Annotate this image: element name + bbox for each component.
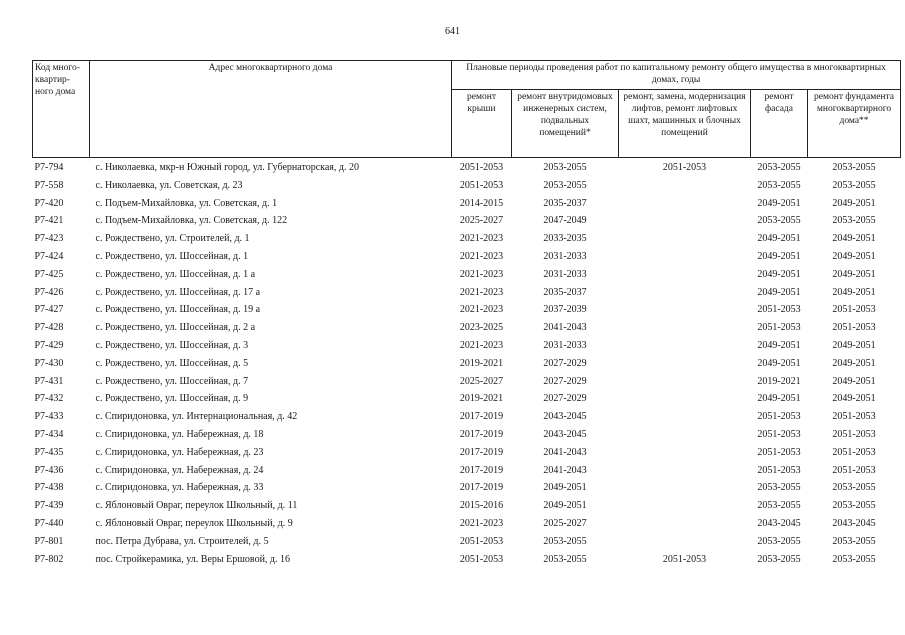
cell-foundation: 2051-2053 [832, 322, 876, 334]
table-row [33, 266, 901, 284]
cell-foundation: 2043-2045 [832, 517, 876, 529]
cell-address: с. Рождествено, ул. Шоссейная, д. 1 а [95, 268, 256, 280]
cell-address: с. Рождествено, ул. Шоссейная, д. 5 [95, 357, 249, 369]
cell-address: с. Рождествено, ул. Шоссейная, д. 3 [95, 339, 249, 351]
cell-code: Р7-424 [34, 250, 64, 262]
cell-foundation: 2051-2053 [832, 428, 876, 440]
cell-roof: 2017-2019 [459, 482, 504, 494]
cell-lifts [619, 373, 751, 391]
table-row [33, 444, 901, 462]
cell-roof: 2051-2053 [459, 162, 504, 173]
header-foundation: ремонт фундамента многоквартирного дома** [808, 90, 901, 158]
cell-foundation: 2053-2055 [832, 215, 876, 227]
cell-roof: 2021-2023 [459, 233, 504, 245]
cell-address: с. Рождествено, ул. Строителей, д. 1 [95, 233, 250, 245]
cell-facade: 2051-2053 [757, 464, 801, 476]
header-systems: ремонт внутридомовых инженерных систем, подвальных помещений* [512, 90, 619, 158]
cell-systems: 2031-2033 [543, 268, 587, 280]
cell-systems: 2043-2045 [543, 428, 587, 440]
table-row [33, 462, 901, 480]
cell-roof: 2021-2023 [459, 517, 504, 529]
cell-address: с. Спиридоновка, ул. Набережная, д. 23 [95, 446, 264, 458]
table-row [33, 284, 901, 302]
header-lifts: ремонт, замена, модернизация лифтов, ремонт лифтовых шахт, машинных и блочных помещений [619, 90, 751, 158]
cell-foundation: 2049-2051 [832, 268, 876, 280]
cell-facade: 2053-2055 [757, 482, 801, 494]
cell-facade: 2051-2053 [757, 304, 801, 316]
cell-code: Р7-558 [34, 179, 64, 191]
cell-lifts [619, 515, 751, 533]
cell-lifts [619, 212, 751, 230]
cell-code: Р7-430 [34, 357, 64, 369]
cell-foundation: 2053-2055 [832, 162, 876, 173]
cell-address: с. Николаевка, ул. Советская, д. 23 [95, 179, 243, 191]
cell-systems: 2053-2055 [543, 535, 587, 547]
cell-code: Р7-794 [34, 162, 64, 173]
table-row [33, 426, 901, 444]
cell-foundation: 2053-2055 [832, 482, 876, 494]
cell-lifts [619, 462, 751, 480]
cell-foundation: 2049-2051 [832, 375, 876, 387]
cell-code: Р7-432 [34, 393, 64, 405]
cell-code: Р7-433 [34, 411, 64, 423]
cell-systems: 2033-2035 [543, 233, 587, 245]
cell-code: Р7-427 [34, 304, 64, 316]
cell-code: Р7-420 [34, 197, 64, 209]
table-row [33, 497, 901, 515]
cell-foundation: 2053-2055 [832, 553, 876, 565]
cell-lifts [619, 479, 751, 497]
cell-address: с. Яблоновый Овраг, переулок Школьный, д. 9 [95, 517, 293, 529]
cell-roof: 2051-2053 [459, 179, 504, 191]
cell-code: Р7-421 [34, 215, 64, 227]
cell-systems: 2025-2027 [543, 517, 587, 529]
cell-roof: 2021-2023 [459, 250, 504, 262]
cell-roof: 2021-2023 [459, 304, 504, 316]
cell-systems: 2047-2049 [543, 215, 587, 227]
table-row [33, 355, 901, 373]
cell-facade: 2049-2051 [757, 357, 801, 369]
cell-facade: 2049-2051 [757, 393, 801, 405]
cell-systems: 2041-2043 [543, 322, 587, 334]
cell-roof: 2051-2053 [459, 535, 504, 547]
cell-systems: 2027-2029 [543, 375, 587, 387]
cell-systems: 2049-2051 [543, 482, 587, 494]
cell-address: с. Спиридоновка, ул. Набережная, д. 18 [95, 428, 264, 440]
table-row [33, 533, 901, 551]
cell-roof: 2019-2021 [459, 393, 504, 405]
cell-code: Р7-438 [34, 482, 64, 494]
cell-facade: 2049-2051 [757, 339, 801, 351]
cell-roof: 2023-2025 [459, 322, 504, 334]
cell-address: с. Рождествено, ул. Шоссейная, д. 9 [95, 393, 249, 405]
table-row [33, 212, 901, 230]
cell-lifts [619, 248, 751, 266]
cell-facade: 2049-2051 [757, 268, 801, 280]
cell-facade: 2043-2045 [757, 517, 801, 529]
cell-foundation: 2051-2053 [832, 464, 876, 476]
cell-code: Р7-425 [34, 268, 64, 280]
cell-address: с. Спиридоновка, ул. Набережная, д. 24 [95, 464, 264, 476]
cell-facade: 2019-2021 [757, 375, 801, 387]
cell-foundation: 2053-2055 [832, 179, 876, 191]
cell-code: Р7-434 [34, 428, 64, 440]
cell-foundation: 2053-2055 [832, 535, 876, 547]
cell-code: Р7-431 [34, 375, 64, 387]
cell-address: пос. Стройкерамика, ул. Веры Ершовой, д. 16 [95, 553, 291, 565]
cell-lifts [619, 337, 751, 355]
table-row [33, 248, 901, 266]
cell-address: с. Яблоновый Овраг, переулок Школьный, д. 11 [95, 500, 298, 512]
cell-systems: 2041-2043 [543, 446, 587, 458]
cell-code: Р7-426 [34, 286, 64, 298]
cell-foundation: 2053-2055 [832, 500, 876, 512]
cell-systems: 2053-2055 [543, 179, 587, 191]
cell-systems: 2049-2051 [543, 500, 587, 512]
cell-foundation: 2051-2053 [832, 446, 876, 458]
cell-roof: 2051-2053 [459, 553, 504, 565]
cell-lifts [619, 319, 751, 337]
cell-foundation: 2049-2051 [832, 357, 876, 369]
cell-lifts: 2051-2053 [662, 553, 707, 565]
cell-facade: 2051-2053 [757, 446, 801, 458]
cell-address: с. Рождествено, ул. Шоссейная, д. 19 а [95, 304, 261, 316]
repair-schedule-table [32, 60, 901, 568]
cell-facade: 2053-2055 [757, 553, 801, 565]
cell-lifts [619, 301, 751, 319]
cell-lifts [619, 177, 751, 195]
cell-facade: 2049-2051 [757, 286, 801, 298]
table-row [33, 390, 901, 408]
cell-lifts [619, 390, 751, 408]
cell-code: Р7-429 [34, 339, 64, 351]
cell-foundation: 2051-2053 [832, 411, 876, 423]
header-address: Адрес многоквартирного дома [90, 61, 452, 158]
table-row [33, 158, 901, 177]
table-header [33, 61, 901, 158]
cell-lifts [619, 284, 751, 302]
cell-foundation: 2049-2051 [832, 339, 876, 351]
table-row [33, 515, 901, 533]
cell-roof: 2017-2019 [459, 411, 504, 423]
cell-facade: 2053-2055 [757, 162, 801, 173]
cell-roof: 2017-2019 [459, 428, 504, 440]
cell-systems: 2035-2037 [543, 286, 587, 298]
table-row [33, 337, 901, 355]
table-body [33, 158, 901, 569]
capital-repair-schedule [32, 60, 900, 568]
cell-address: с. Подъем-Михайловка, ул. Советская, д. 122 [95, 215, 288, 227]
cell-code: Р7-436 [34, 464, 64, 476]
cell-systems: 2031-2033 [543, 250, 587, 262]
cell-code: Р7-802 [34, 553, 64, 565]
cell-roof: 2025-2027 [459, 375, 504, 387]
cell-code: Р7-801 [34, 535, 64, 547]
table-row [33, 301, 901, 319]
cell-systems: 2043-2045 [543, 411, 587, 423]
cell-code: Р7-428 [34, 322, 64, 334]
table-row [33, 177, 901, 195]
cell-address: с. Подъем-Михайловка, ул. Советская, д. 1 [95, 197, 278, 209]
table-row [33, 319, 901, 337]
cell-systems: 2027-2029 [543, 393, 587, 405]
table-row [33, 195, 901, 213]
cell-foundation: 2051-2053 [832, 304, 876, 316]
cell-roof: 2019-2021 [459, 357, 504, 369]
cell-lifts [619, 266, 751, 284]
cell-address: с. Рождествено, ул. Шоссейная, д. 17 а [95, 286, 261, 298]
cell-systems: 2035-2037 [543, 197, 587, 209]
cell-address: с. Спиридоновка, ул. Интернациональная, д. 42 [95, 411, 298, 423]
cell-roof: 2025-2027 [459, 215, 504, 227]
cell-lifts [619, 497, 751, 515]
cell-facade: 2049-2051 [757, 233, 801, 245]
cell-roof: 2021-2023 [459, 286, 504, 298]
cell-address: с. Рождествено, ул. Шоссейная, д. 1 [95, 250, 249, 262]
cell-lifts [619, 426, 751, 444]
cell-facade: 2051-2053 [757, 428, 801, 440]
table-row [33, 230, 901, 248]
cell-code: Р7-439 [34, 500, 64, 512]
cell-facade: 2049-2051 [757, 197, 801, 209]
cell-address: с. Рождествено, ул. Шоссейная, д. 2 а [95, 322, 256, 334]
cell-address: пос. Петра Дубрава, ул. Строителей, д. 5 [95, 535, 269, 547]
header-code: Код много-квартир-ного дома [33, 61, 90, 158]
cell-code: Р7-440 [34, 517, 64, 529]
cell-address: с. Рождествено, ул. Шоссейная, д. 7 [95, 375, 249, 387]
cell-facade: 2053-2055 [757, 179, 801, 191]
cell-lifts [619, 355, 751, 373]
cell-lifts [619, 408, 751, 426]
cell-systems: 2053-2055 [543, 162, 587, 173]
header-periods-group: Плановые периоды проведения работ по капитальному ремонту общего имущества в многоквартирных домах, годы [452, 61, 901, 90]
cell-foundation: 2049-2051 [832, 286, 876, 298]
cell-lifts [619, 444, 751, 462]
cell-roof: 2015-2016 [459, 500, 504, 512]
cell-lifts: 2051-2053 [662, 162, 707, 173]
cell-lifts [619, 230, 751, 248]
page-number: 641 [445, 26, 460, 37]
cell-code: Р7-435 [34, 446, 64, 458]
cell-code: Р7-423 [34, 233, 64, 245]
cell-facade: 2049-2051 [757, 250, 801, 262]
cell-roof: 2021-2023 [459, 339, 504, 351]
cell-facade: 2053-2055 [757, 535, 801, 547]
table-row [33, 373, 901, 391]
cell-foundation: 2049-2051 [832, 393, 876, 405]
cell-roof: 2017-2019 [459, 446, 504, 458]
cell-roof: 2014-2015 [459, 197, 504, 209]
table-row [33, 408, 901, 426]
cell-systems: 2053-2055 [543, 553, 587, 565]
cell-foundation: 2049-2051 [832, 233, 876, 245]
cell-systems: 2041-2043 [543, 464, 587, 476]
cell-foundation: 2049-2051 [832, 250, 876, 262]
cell-systems: 2037-2039 [543, 304, 587, 316]
cell-facade: 2053-2055 [757, 215, 801, 227]
table-row [33, 479, 901, 497]
cell-lifts [619, 195, 751, 213]
cell-facade: 2051-2053 [757, 411, 801, 423]
header-roof: ремонт крыши [452, 90, 512, 158]
cell-address: с. Спиридоновка, ул. Набережная, д. 33 [95, 482, 264, 494]
cell-systems: 2027-2029 [543, 357, 587, 369]
cell-lifts [619, 533, 751, 551]
header-facade: ремонт фасада [751, 90, 808, 158]
cell-roof: 2021-2023 [459, 268, 504, 280]
cell-roof: 2017-2019 [459, 464, 504, 476]
cell-address: с. Николаевка, мкр-н Южный город, ул. Губернаторская, д. 20 [95, 162, 359, 173]
cell-facade: 2051-2053 [757, 322, 801, 334]
cell-systems: 2031-2033 [543, 339, 587, 351]
cell-foundation: 2049-2051 [832, 197, 876, 209]
cell-facade: 2053-2055 [757, 500, 801, 512]
table-row [33, 551, 901, 569]
